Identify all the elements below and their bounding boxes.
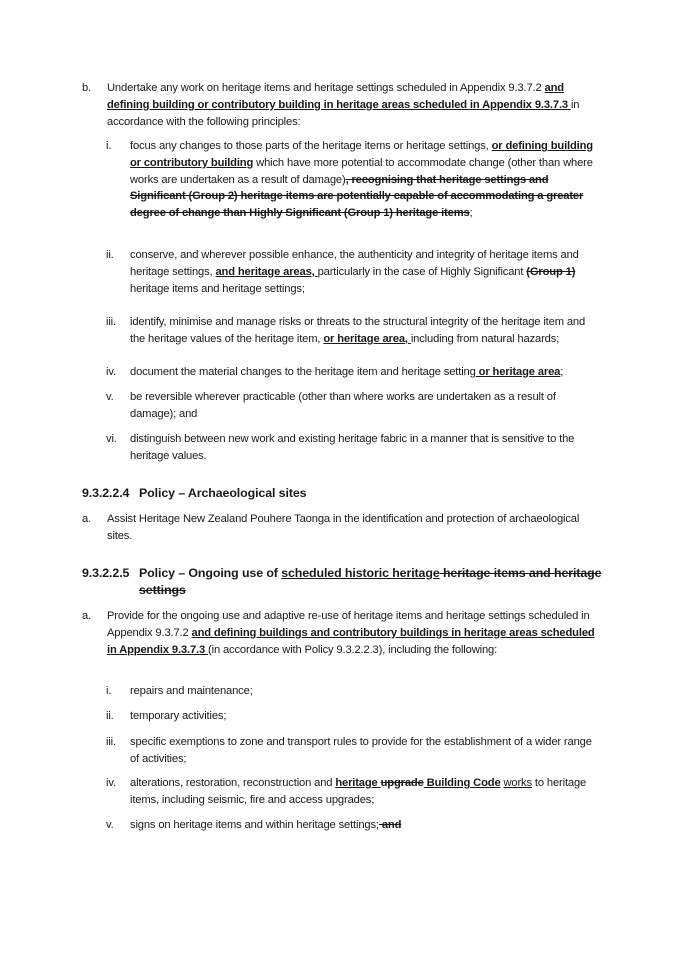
text: (in accordance with Policy 9.3.2.2.3), including the following: [208,643,498,656]
list-label: ii. [106,249,114,261]
list-label: iv. [106,366,116,378]
text: particularly in the case of Highly Significant [317,265,527,278]
inserted-text: and heritage areas, [215,265,318,278]
list-label: iv. [106,777,116,789]
deleted-text: and [378,819,402,831]
paragraph-text: Assist Heritage New Zealand Pouhere Taonga in the identification and protection of archaeological sites. [107,513,580,542]
deleted-text: upgrade [380,777,424,789]
title-text: Policy – Ongoing use of [139,566,282,580]
inserted-text: Building Code [423,777,501,789]
inserted-text: and defining buildings and contributory buildings in heritage areas scheduled in Appendix 9.3.7.3 [107,626,595,656]
text: in accordance with the following principles: [107,98,580,128]
text: identify, minimise and manage risks or threats to the structural integrity of the heritage item and the heritage values of the heritage item, [130,316,586,345]
list-item-text: repairs and maintenance; [130,685,253,697]
section-heading-9-3-2-2-4 [82,485,602,502]
list-label: ii. [106,710,114,722]
list-label: iii. [106,316,116,328]
list-item-text [130,314,602,348]
text: including from natural hazards; [410,332,560,345]
text: conserve, and wherever possible enhance, the authenticity and integrity of heritage items and heritage settings, [130,249,579,278]
text: which have more potential to accommodate change (other than where works are undertaken as a result of damage) [130,156,593,186]
deleted-text: , recognising that heritage settings and Significant (Group 2) heritage items are potentially capable of accommodating a greater degree of change than Highly Significant (Group 1) heritage items [130,173,584,220]
list-item-b-vi [106,431,602,465]
inserted-text: heritage [335,777,381,789]
section-title [139,565,602,599]
text: ; [469,207,473,220]
deleted-text: heritage items and heritage settings [139,566,602,597]
list-label: a. [82,513,92,525]
list-item-b-i [106,138,602,222]
list-label: i. [106,140,112,152]
list-item-b-iv [106,364,602,381]
list-label: v. [106,819,114,831]
section-number: 9.3.2.2.5 [82,566,130,580]
text: signs on heritage items and within heritage settings; [130,819,379,831]
list-item-a-v [106,817,602,834]
list-item-text: be reversible wherever practicable (other than where works are undertaken as a result of damage); and [130,391,556,420]
inserted-text: or defining building or contributory building [130,140,593,169]
list-item-a-iv [106,775,602,809]
text: document the material changes to the heritage item and heritage setting [130,366,476,378]
paragraph-ongoing-use-a [82,608,602,658]
list-label: b. [82,82,92,94]
section-number: 9.3.2.2.4 [82,486,130,500]
text: to heritage items, including seismic, fire and access upgrades; [130,777,587,806]
list-item-text [130,247,602,297]
paragraph-b [82,80,602,130]
text: Provide for the ongoing use and adaptive re-use of heritage items and heritage settings scheduled in Appendix 9.3.7.2 [107,610,590,639]
section-heading-9-3-2-2-5 [82,565,602,599]
deleted-text: (Group 1) [526,265,576,278]
text: ; [560,366,564,378]
text: focus any changes to those parts of the heritage items or heritage settings, [130,140,492,152]
list-item-text: temporary activities; [130,710,227,722]
inserted-text: scheduled historic heritage [281,566,440,580]
list-item-text [130,775,602,809]
list-item-text [130,138,602,222]
list-item-a-iii [106,734,602,768]
inserted-text: works [503,777,532,789]
inserted-text: or heritage area [475,366,561,378]
list-item-text: specific exemptions to zone and transport rules to provide for the establishment of a wider range of activities; [130,736,592,765]
paragraph-archaeological-a [82,511,602,545]
text: heritage items and heritage settings; [130,282,305,295]
list-item-text [130,364,602,381]
list-item-text: distinguish between new work and existing heritage fabric in a manner that is sensitive to the heritage values. [130,433,575,462]
section-title: Policy – Archaeological sites [139,486,307,500]
inserted-text: and defining building or contributory building in heritage areas scheduled in Appendix 9.3.7.3 [107,82,571,111]
list-item-a-ii [106,708,602,725]
text: Undertake any work on heritage items and heritage settings scheduled in Appendix 9.3.7.2 [107,82,545,94]
list-item-b-iii [106,314,602,348]
list-item-b-ii [106,247,602,297]
list-label: iii. [106,736,116,748]
list-item-a-i [106,683,602,700]
list-label: a. [82,610,92,622]
paragraph-text [107,608,602,658]
list-item-b-v [106,389,602,423]
list-label: v. [106,391,114,403]
list-label: vi. [106,433,117,445]
list-label: i. [106,685,112,697]
list-item-text [130,817,602,834]
text: alterations, restoration, reconstruction and [130,777,336,789]
inserted-text: or heritage area, [323,332,411,345]
paragraph-text [107,80,602,130]
